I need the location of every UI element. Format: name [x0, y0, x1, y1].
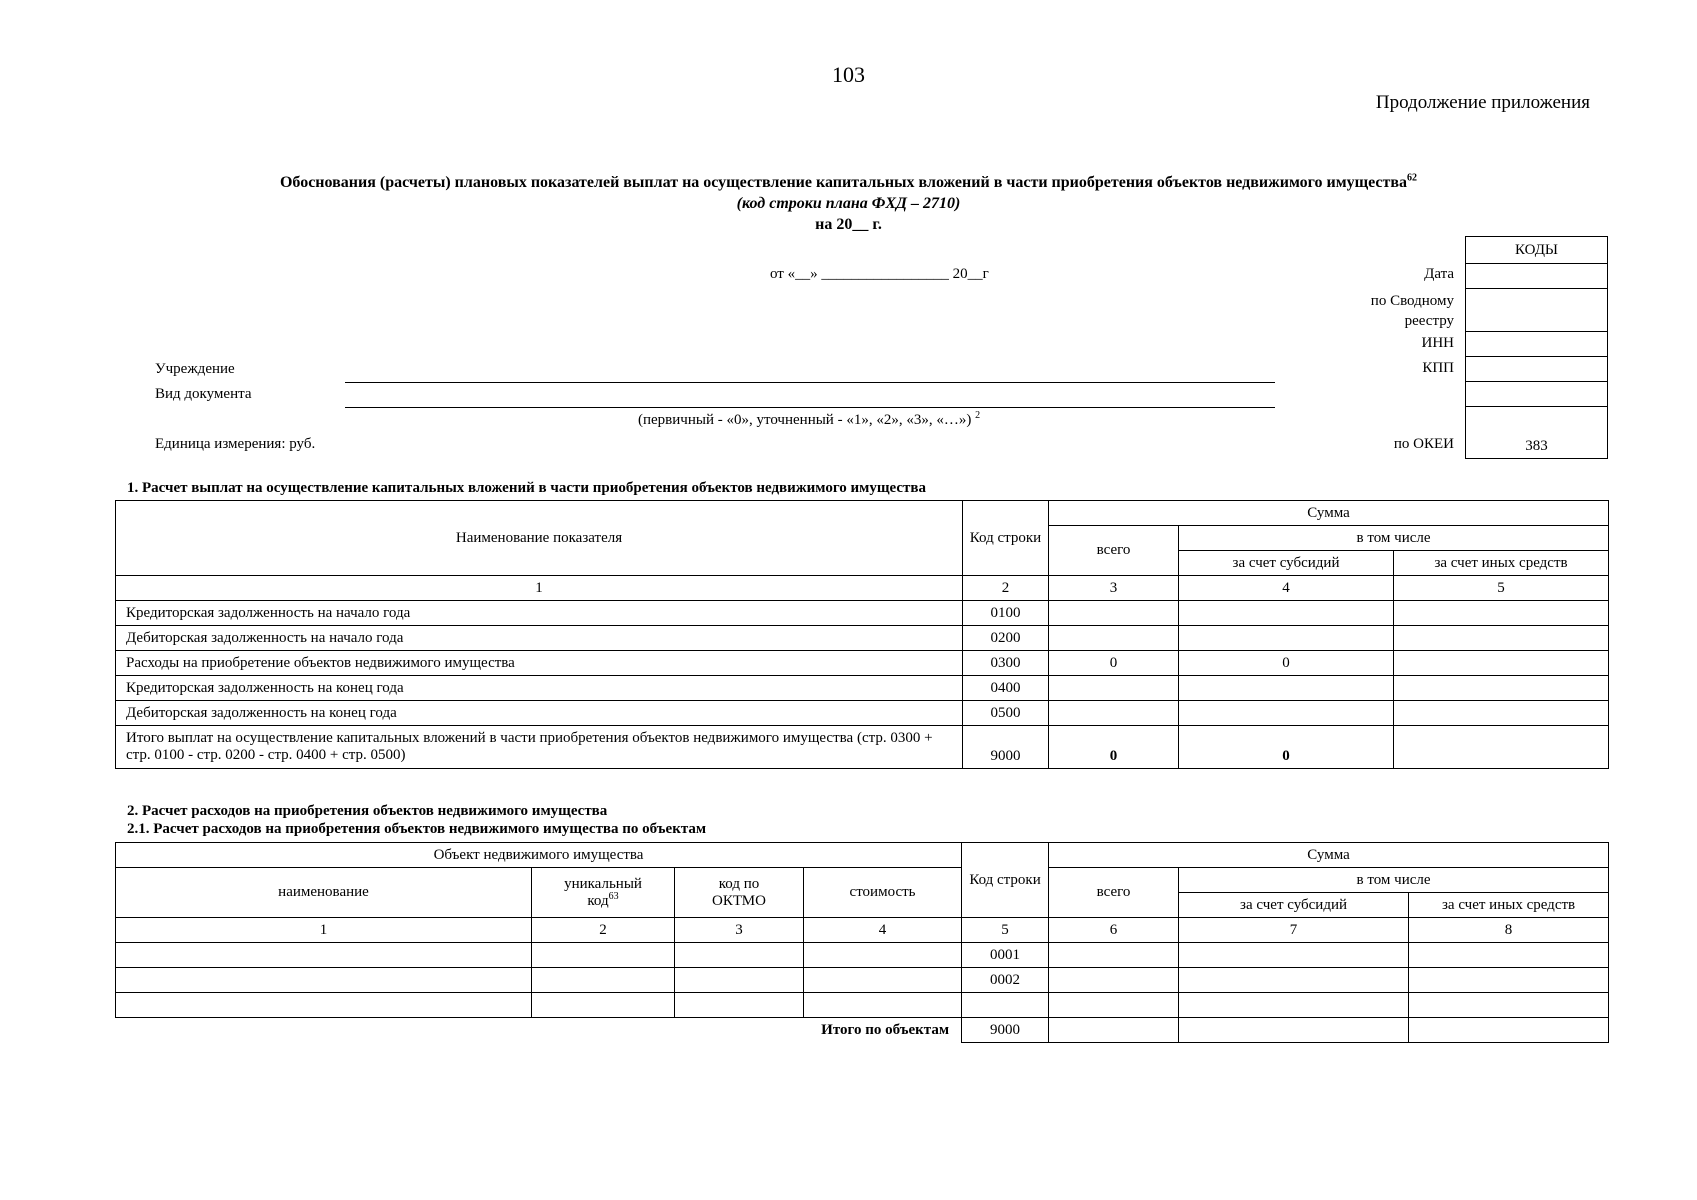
table-row [116, 701, 1609, 726]
table-row [116, 626, 1609, 651]
row-code: 0100 [963, 601, 1049, 626]
col-number: 2 [532, 918, 675, 943]
header-sum: Сумма [1049, 843, 1609, 868]
code-label-okei: по ОКЕИ [1393, 436, 1454, 452]
codes-box [1465, 236, 1608, 459]
cell-unique-code[interactable] [532, 993, 675, 1018]
header-object-name: наименование [116, 868, 532, 918]
header-total: всего [1049, 868, 1179, 918]
row-code: 0300 [963, 651, 1049, 676]
code-label-registry-2: реестру [1404, 313, 1454, 329]
cell-other[interactable] [1394, 701, 1609, 726]
continuation-label: Продолжение приложения [1375, 92, 1590, 113]
header-row-code: Код строки [962, 843, 1049, 918]
col-number: 7 [1179, 918, 1409, 943]
section-2-1-title: 2.1. Расчет расходов на приобретения объектов недвижимого имущества по объектам [127, 821, 707, 837]
cell-total[interactable] [1049, 676, 1179, 701]
code-label-inn: ИНН [1421, 335, 1454, 351]
header-subsidies: за счет субсидий [1179, 551, 1394, 576]
header-unique-code-2: код [587, 892, 609, 909]
cell-object-name[interactable] [116, 968, 532, 993]
header-indicator-name: Наименование показателя [116, 501, 963, 576]
table-row [116, 676, 1609, 701]
cell-total[interactable] [1049, 626, 1179, 651]
document-title [0, 172, 1697, 235]
institution-field[interactable] [345, 382, 1275, 383]
row-name: Кредиторская задолженность на конец года [116, 676, 963, 701]
cell-other[interactable] [1409, 993, 1609, 1018]
cell-oktmo[interactable] [675, 993, 804, 1018]
codes-header: КОДЫ [1466, 237, 1608, 264]
code-inn-field[interactable] [1466, 332, 1608, 357]
col-number: 3 [1049, 576, 1179, 601]
row-code: 9000 [963, 726, 1049, 769]
section-1-title: 1. Расчет выплат на осуществление капитальных вложений в части приобретения объектов недвижимого имущества [127, 480, 927, 496]
header-sum: Сумма [1049, 501, 1609, 526]
cell-subsidies[interactable] [1179, 676, 1394, 701]
row-name: Дебиторская задолженность на начало года [116, 626, 963, 651]
cell-other[interactable] [1394, 651, 1609, 676]
code-label-registry [1371, 291, 1454, 331]
cell-subsidies[interactable] [1179, 1018, 1409, 1043]
section-1-table [115, 500, 1609, 769]
cell-total[interactable] [1049, 993, 1179, 1018]
doc-type-hint-text: (первичный - «0», уточненный - «1», «2», «3», «…») [638, 412, 972, 428]
code-kpp-field[interactable] [1466, 357, 1608, 382]
cell-total[interactable]: 0 [1049, 651, 1179, 676]
col-number: 5 [1394, 576, 1609, 601]
row-code: 0400 [963, 676, 1049, 701]
col-number: 1 [116, 576, 963, 601]
col-number: 6 [1049, 918, 1179, 943]
row-name: Кредиторская задолженность на начало года [116, 601, 963, 626]
row-code: 9000 [962, 1018, 1049, 1043]
header-oktmo-2: ОКТМО [712, 892, 766, 909]
header-other: за счет иных средств [1409, 893, 1609, 918]
table-row-total [116, 726, 1609, 769]
header-total: всего [1049, 526, 1179, 576]
code-okei-field: 383 [1466, 407, 1608, 459]
code-date-field[interactable] [1466, 264, 1608, 289]
code-label-date: Дата [1424, 266, 1454, 282]
cell-other[interactable] [1409, 1018, 1609, 1043]
cell-subsidies[interactable] [1179, 601, 1394, 626]
column-numbers-row [116, 918, 1609, 943]
table-row [116, 943, 1609, 968]
table-row [116, 601, 1609, 626]
title-line-2: (код строки плана ФХД – 2710) [736, 195, 961, 212]
cell-subsidies[interactable]: 0 [1179, 726, 1394, 769]
col-number: 3 [675, 918, 804, 943]
cell-object-name[interactable] [116, 943, 532, 968]
cell-other[interactable] [1394, 726, 1609, 769]
code-registry-field[interactable] [1466, 289, 1608, 332]
cell-subsidies[interactable] [1179, 701, 1394, 726]
table-row [116, 968, 1609, 993]
doc-type-field[interactable] [345, 407, 1275, 408]
row-name: Дебиторская задолженность на конец года [116, 701, 963, 726]
col-number: 5 [962, 918, 1049, 943]
footnote-62: 62 [1407, 172, 1418, 184]
row-code [962, 993, 1049, 1018]
header-unique-code-1: уникальный [564, 875, 642, 892]
footnote-63: 63 [608, 890, 619, 902]
date-line: от «__» _________________ 20__г [770, 266, 989, 282]
header-oktmo [675, 868, 804, 918]
header-other: за счет иных средств [1394, 551, 1609, 576]
row-name: Итого выплат на осуществление капитальных вложений в части приобретения объектов недвижимого имущества (стр. 0300 + стр. 0100 - стр. 0200 - стр. 0400 + стр. 0500) [116, 726, 963, 769]
cell-unique-code[interactable] [532, 968, 675, 993]
col-number: 8 [1409, 918, 1609, 943]
cell-other[interactable] [1394, 626, 1609, 651]
cell-oktmo[interactable] [675, 943, 804, 968]
header-oktmo-1: код по [718, 875, 760, 892]
cell-other[interactable] [1409, 968, 1609, 993]
table-row [116, 651, 1609, 676]
total-by-objects-label: Итого по объектам [116, 1018, 962, 1043]
page-number: 103 [832, 62, 865, 87]
cell-other[interactable] [1409, 943, 1609, 968]
code-doc-type-field[interactable] [1466, 382, 1608, 407]
cell-object-name[interactable] [116, 993, 532, 1018]
cell-total[interactable] [1049, 968, 1179, 993]
title-line-3: на 20__ г. [815, 216, 882, 233]
row-code: 0002 [962, 968, 1049, 993]
cell-other[interactable] [1394, 676, 1609, 701]
table-row-total [116, 1018, 1609, 1043]
cell-subsidies[interactable]: 0 [1179, 651, 1394, 676]
header-including: в том числе [1179, 868, 1609, 893]
code-label-kpp: КПП [1422, 360, 1454, 376]
cell-subsidies[interactable] [1179, 968, 1409, 993]
code-label-registry-1: по Сводному [1370, 293, 1454, 309]
header-object: Объект недвижимого имущества [116, 843, 962, 868]
cell-total[interactable]: 0 [1049, 726, 1179, 769]
row-code: 0200 [963, 626, 1049, 651]
header-subsidies: за счет субсидий [1179, 893, 1409, 918]
section-2-title: 2. Расчет расходов на приобретения объектов недвижимого имущества [127, 803, 608, 819]
row-name: Расходы на приобретение объектов недвижимого имущества [116, 651, 963, 676]
header-unique-code [532, 868, 675, 918]
header-cost: стоимость [804, 868, 962, 918]
cell-subsidies[interactable] [1179, 943, 1409, 968]
cell-subsidies[interactable] [1179, 626, 1394, 651]
col-number: 2 [963, 576, 1049, 601]
doc-type-label: Вид документа [155, 386, 252, 402]
cell-cost[interactable] [804, 993, 962, 1018]
cell-total[interactable] [1049, 1018, 1179, 1043]
header-row-code: Код строки [963, 501, 1049, 576]
cell-subsidies[interactable] [1179, 993, 1409, 1018]
col-number: 4 [1179, 576, 1394, 601]
cell-total[interactable] [1049, 943, 1179, 968]
col-number: 4 [804, 918, 962, 943]
cell-cost[interactable] [804, 968, 962, 993]
cell-cost[interactable] [804, 943, 962, 968]
cell-total[interactable] [1049, 601, 1179, 626]
unit-label: Единица измерения: руб. [155, 436, 316, 452]
cell-total[interactable] [1049, 701, 1179, 726]
table-row [116, 993, 1609, 1018]
row-code: 0500 [963, 701, 1049, 726]
institution-label: Учреждение [155, 361, 235, 377]
title-line-1: Обоснования (расчеты) плановых показателей выплат на осуществление капитальных вложений в части приобретения объектов недвижимого имущества [279, 174, 1408, 191]
row-code: 0001 [962, 943, 1049, 968]
header-including: в том числе [1179, 526, 1609, 551]
doc-type-hint [638, 412, 980, 429]
cell-oktmo[interactable] [675, 968, 804, 993]
section-2-table [115, 842, 1609, 1043]
column-numbers-row [116, 576, 1609, 601]
footnote-2: 2 [975, 410, 981, 421]
col-number: 1 [116, 918, 532, 943]
cell-unique-code[interactable] [532, 943, 675, 968]
cell-other[interactable] [1394, 601, 1609, 626]
